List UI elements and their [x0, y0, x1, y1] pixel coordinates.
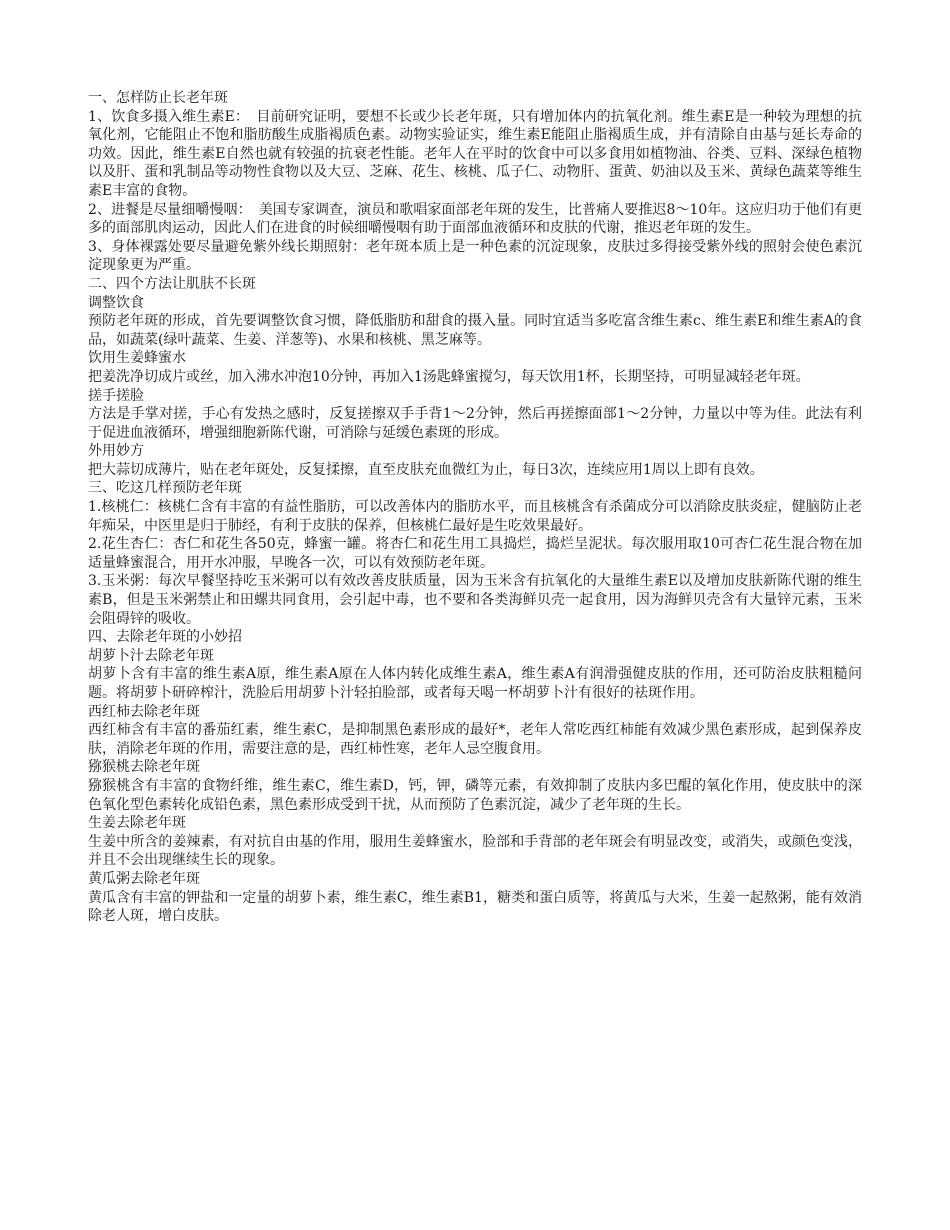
- subheading-rub-hands: 搓手搓脸: [88, 387, 144, 404]
- paragraph-peanut-almond: 2.花生杏仁：杏仁和花生各50克，蜂蜜一罐。将杏仁和花生用工具捣烂，捣烂呈泥状。每次服用取10可杏仁花生混合物在加适量蜂蜜混合，用开水冲服，早晚各一次，可以有效预防老年斑。: [88, 536, 862, 571]
- subheading-ginger-honey: 饮用生姜蜂蜜水: [88, 350, 186, 367]
- subheading-cucumber: 黄瓜粥去除老年斑: [88, 870, 200, 887]
- section-heading-3: 三、吃这几样预防老年斑: [88, 480, 242, 497]
- subheading-kiwi: 猕猴桃去除老年斑: [88, 759, 200, 776]
- paragraph-diet: 预防老年斑的形成，首先要调整饮食习惯，降低脂肪和甜食的摄入量。同时宜适当多吃富含维生素c、维生素E和维生素A的食品，如蔬菜(绿叶蔬菜、生姜、洋葱等)、水果和核桃、黑芝麻等。: [88, 313, 862, 348]
- section-heading-4: 四、去除老年斑的小妙招: [88, 629, 242, 646]
- paragraph-cucumber: 黄瓜含有丰富的钾盐和一定量的胡萝卜素，维生素C，维生素B1，糖类和蛋白质等，将黄瓜与大米，生姜一起熬粥，能有效消除老人斑，增白皮肤。: [88, 889, 862, 925]
- paragraph-vitamin-e: 1、饮食多摄入维生素E： 目前研究证明，要想不长或少长老年斑，只有增加体内的抗氧化剂。维生素E是一种较为理想的抗氧化剂，它能阻止不饱和脂肪酸生成脂褐质色素。动物实验证实，维生素E能阻止脂褐质生成，并有清除自由基与延长寿命的功效。因此，维生素E自然也就有较强的抗衰老性能。老年人在平时的饮食中可以多食用如植物油、谷类、豆料、深绿色植物以及肝、蛋和乳制品等动物性食物以及大豆、芝麻、花生、核桃、瓜子仁、动物肝、蛋黄、奶油以及玉米、黄绿色蔬菜等维生素E丰富的食物。: [88, 108, 862, 199]
- section-heading-1: 一、怎样防止长老年斑: [88, 90, 228, 106]
- subheading-external: 外用妙方: [88, 443, 144, 460]
- subheading-carrot: 胡萝卜汁去除老年斑: [88, 647, 214, 664]
- paragraph-ginger-honey: 把姜洗净切成片或丝，加入沸水冲泡10分钟，再加入1汤匙蜂蜜搅匀，每天饮用1杯，长期坚持，可明显减轻老年斑。: [88, 368, 810, 385]
- paragraph-tomato: 西红柿含有丰富的番茄红素，维生素C，是抑制黑色素形成的最好*，老年人常吃西红柿能有效减少黑色素形成，起到保养皮肤，消除老年斑的作用，需要注意的是，西红柿性寒，老年人忌空腹食用。: [88, 722, 862, 757]
- paragraph-rub-hands: 方法是手掌对搓，手心有发热之感时，反复搓擦双手手背1～2分钟，然后再搓擦面部1～2分钟，力量以中等为佳。此法有利于促进血液循环，增强细胞新陈代谢，可消除与延缓色素斑的形成。: [88, 406, 862, 441]
- paragraph-walnut: 1.核桃仁：核桃仁含有丰富的有益性脂肪，可以改善体内的脂肪水平，而且核桃含有杀菌成分可以消除皮肤炎症，健脑防止老年痴呆，中医里是归于肺经，有利于皮肤的保养，但核桃仁最好是生吃效果最好。: [88, 499, 862, 534]
- paragraph-chew-slowly: 2、进餐是尽量细嚼慢咽： 美国专家调查，演员和歌唱家面部老年斑的发生，比普痛人要推迟8～10年。这应归功于他们有更多的面部肌肉运动，因此人们在进食的时候细嚼慢咽有助于面部血液循环和皮肤的代谢，推迟老年斑的发生。: [88, 201, 862, 237]
- paragraph-corn-porridge: 3.玉米粥：每次早餐坚持吃玉米粥可以有效改善皮肤质量，因为玉米含有抗氧化的大量维生素E以及增加皮肤新陈代谢的维生素B，但是玉米粥禁止和田螺共同食用，会引起中毒，也不要和各类海鲜贝壳一起食用，因为海鲜贝壳含有大量锌元素，玉米会阻碍锌的吸收。: [88, 573, 862, 627]
- paragraph-avoid-uv: 3、身体裸露处要尽量避免紫外线长期照射：老年斑本质上是一种色素的沉淀现象，皮肤过多得接受紫外线的照射会使色素沉淀现象更为严重。: [88, 238, 862, 274]
- subheading-ginger: 生姜去除老年斑: [88, 815, 186, 832]
- subheading-tomato: 西红柿去除老年斑: [88, 703, 200, 720]
- section-heading-2: 二、四个方法让肌肤不长斑: [88, 275, 256, 292]
- paragraph-ginger: 生姜中所含的姜辣素，有对抗自由基的作用，服用生姜蜂蜜水，脸部和手背部的老年斑会有明显改变，或消失，或颜色变浅，并且不会出现继续生长的现象。: [88, 833, 862, 869]
- subheading-diet: 调整饮食: [88, 294, 144, 311]
- paragraph-external: 把大蒜切成薄片，贴在老年斑处，反复揉擦，直至皮肤充血微红为止，每日3次，连续应用1周以上即有良效。: [88, 461, 764, 478]
- paragraph-kiwi: 猕猴桃含有丰富的食物纤维，维生素C，维生素D，钙，钾，磷等元素，有效抑制了皮肤内多巴醌的氧化作用，使皮肤中的深色氧化型色素转化成铅色素，黑色素形成受到干扰，从而预防了色素沉淀，减少了老年斑的生长。: [88, 777, 862, 813]
- paragraph-carrot: 胡萝卜含有丰富的维生素A原，维生素A原在人体内转化成维生素A，维生素A有润滑强健皮肤的作用，还可防治皮肤粗糙问题。将胡萝卜研碎榨汁，洗脸后用胡萝卜汁轻拍脸部，或者每天喝一杯胡萝卜汁有很好的祛斑作用。: [88, 666, 862, 701]
